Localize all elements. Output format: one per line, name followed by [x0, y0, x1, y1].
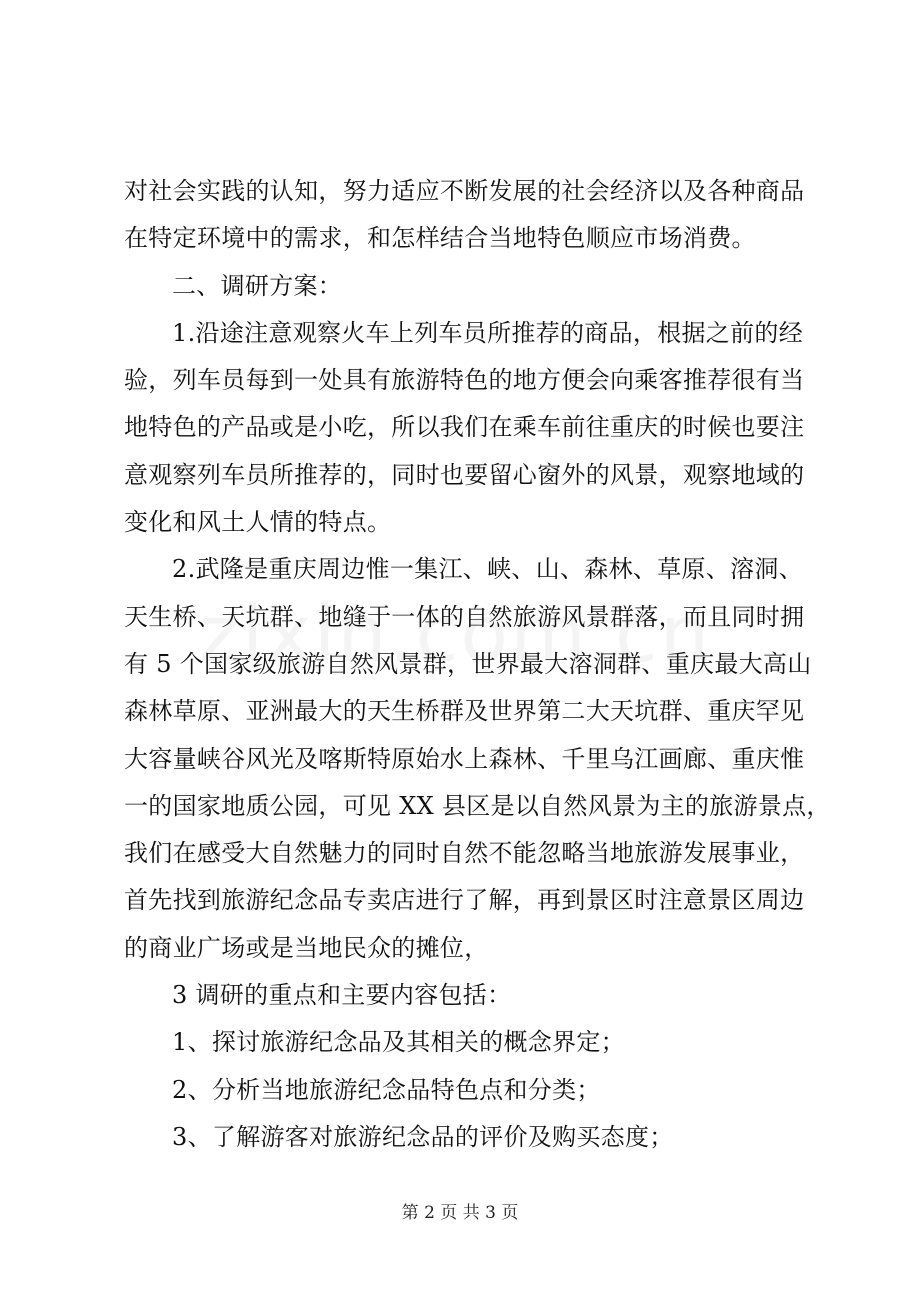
paragraph-line: 我们在感受大自然魅力的同时自然不能忽略当地旅游发展事业， [124, 839, 805, 868]
paragraph-line: 森林草原、亚洲最大的天生桥群及世界第二大天坑群、重庆罕见 [124, 697, 805, 726]
paragraph-line: 天生桥、天坑群、地缝于一体的自然旅游风景群落，而且同时拥 [124, 602, 805, 631]
list-item: 1、探讨旅游纪念品及其相关的概念界定； [172, 1028, 625, 1057]
list-item: 2、分析当地旅游纪念品特色点和分类； [172, 1075, 601, 1104]
paragraph-line: 有 5 个国家级旅游自然风景群，世界最大溶洞群、重庆最大高山 [124, 649, 812, 678]
paragraph-line: 一的国家地质公园，可见 XX 县区是以自然风景为主的旅游景点， [124, 791, 831, 820]
paragraph-line: 1.沿途注意观察火车上列车员所推荐的商品，根据之前的经 [172, 318, 803, 347]
paragraph-line: 在特定环境中的需求，和怎样结合当地特色顺应市场消费。 [124, 224, 756, 253]
paragraph-line: 对社会实践的认知，努力适应不断发展的社会经济以及各种商品 [124, 177, 805, 205]
list-item: 3、了解游客对旅游纪念品的评价及购买态度； [172, 1122, 674, 1151]
body-text [124, 168, 831, 1161]
section-heading: 3 调研的重点和主要内容包括： [172, 981, 512, 1010]
page-footer: 第 2 页 共 3 页 [401, 1203, 519, 1223]
paragraph-line: 变化和风土人情的特点。 [124, 508, 392, 537]
paragraph-line: 意观察列车员所推荐的，同时也要留心窗外的风景，观察地域的 [124, 460, 805, 489]
paragraph-line: 2.武隆是重庆周边惟一集江、峡、山、森林、草原、溶洞、 [172, 555, 803, 584]
paragraph-line: 地特色的产品或是小吃，所以我们在乘车前往重庆的时候也要注 [124, 413, 805, 442]
paragraph-line: 验，列车员每到一处具有旅游特色的地方便会向乘客推荐很有当 [124, 366, 805, 395]
paragraph-line: 大容量峡谷风光及喀斯特原始水上森林、千里乌江画廊、重庆惟 [124, 744, 805, 773]
paragraph-line: 首先找到旅游纪念品专卖店进行了解，再到景区时注意景区周边 [124, 886, 805, 915]
paragraph-line: 的商业广场或是当地民众的摊位， [124, 933, 489, 962]
section-heading: 二、调研方案： [172, 271, 343, 300]
